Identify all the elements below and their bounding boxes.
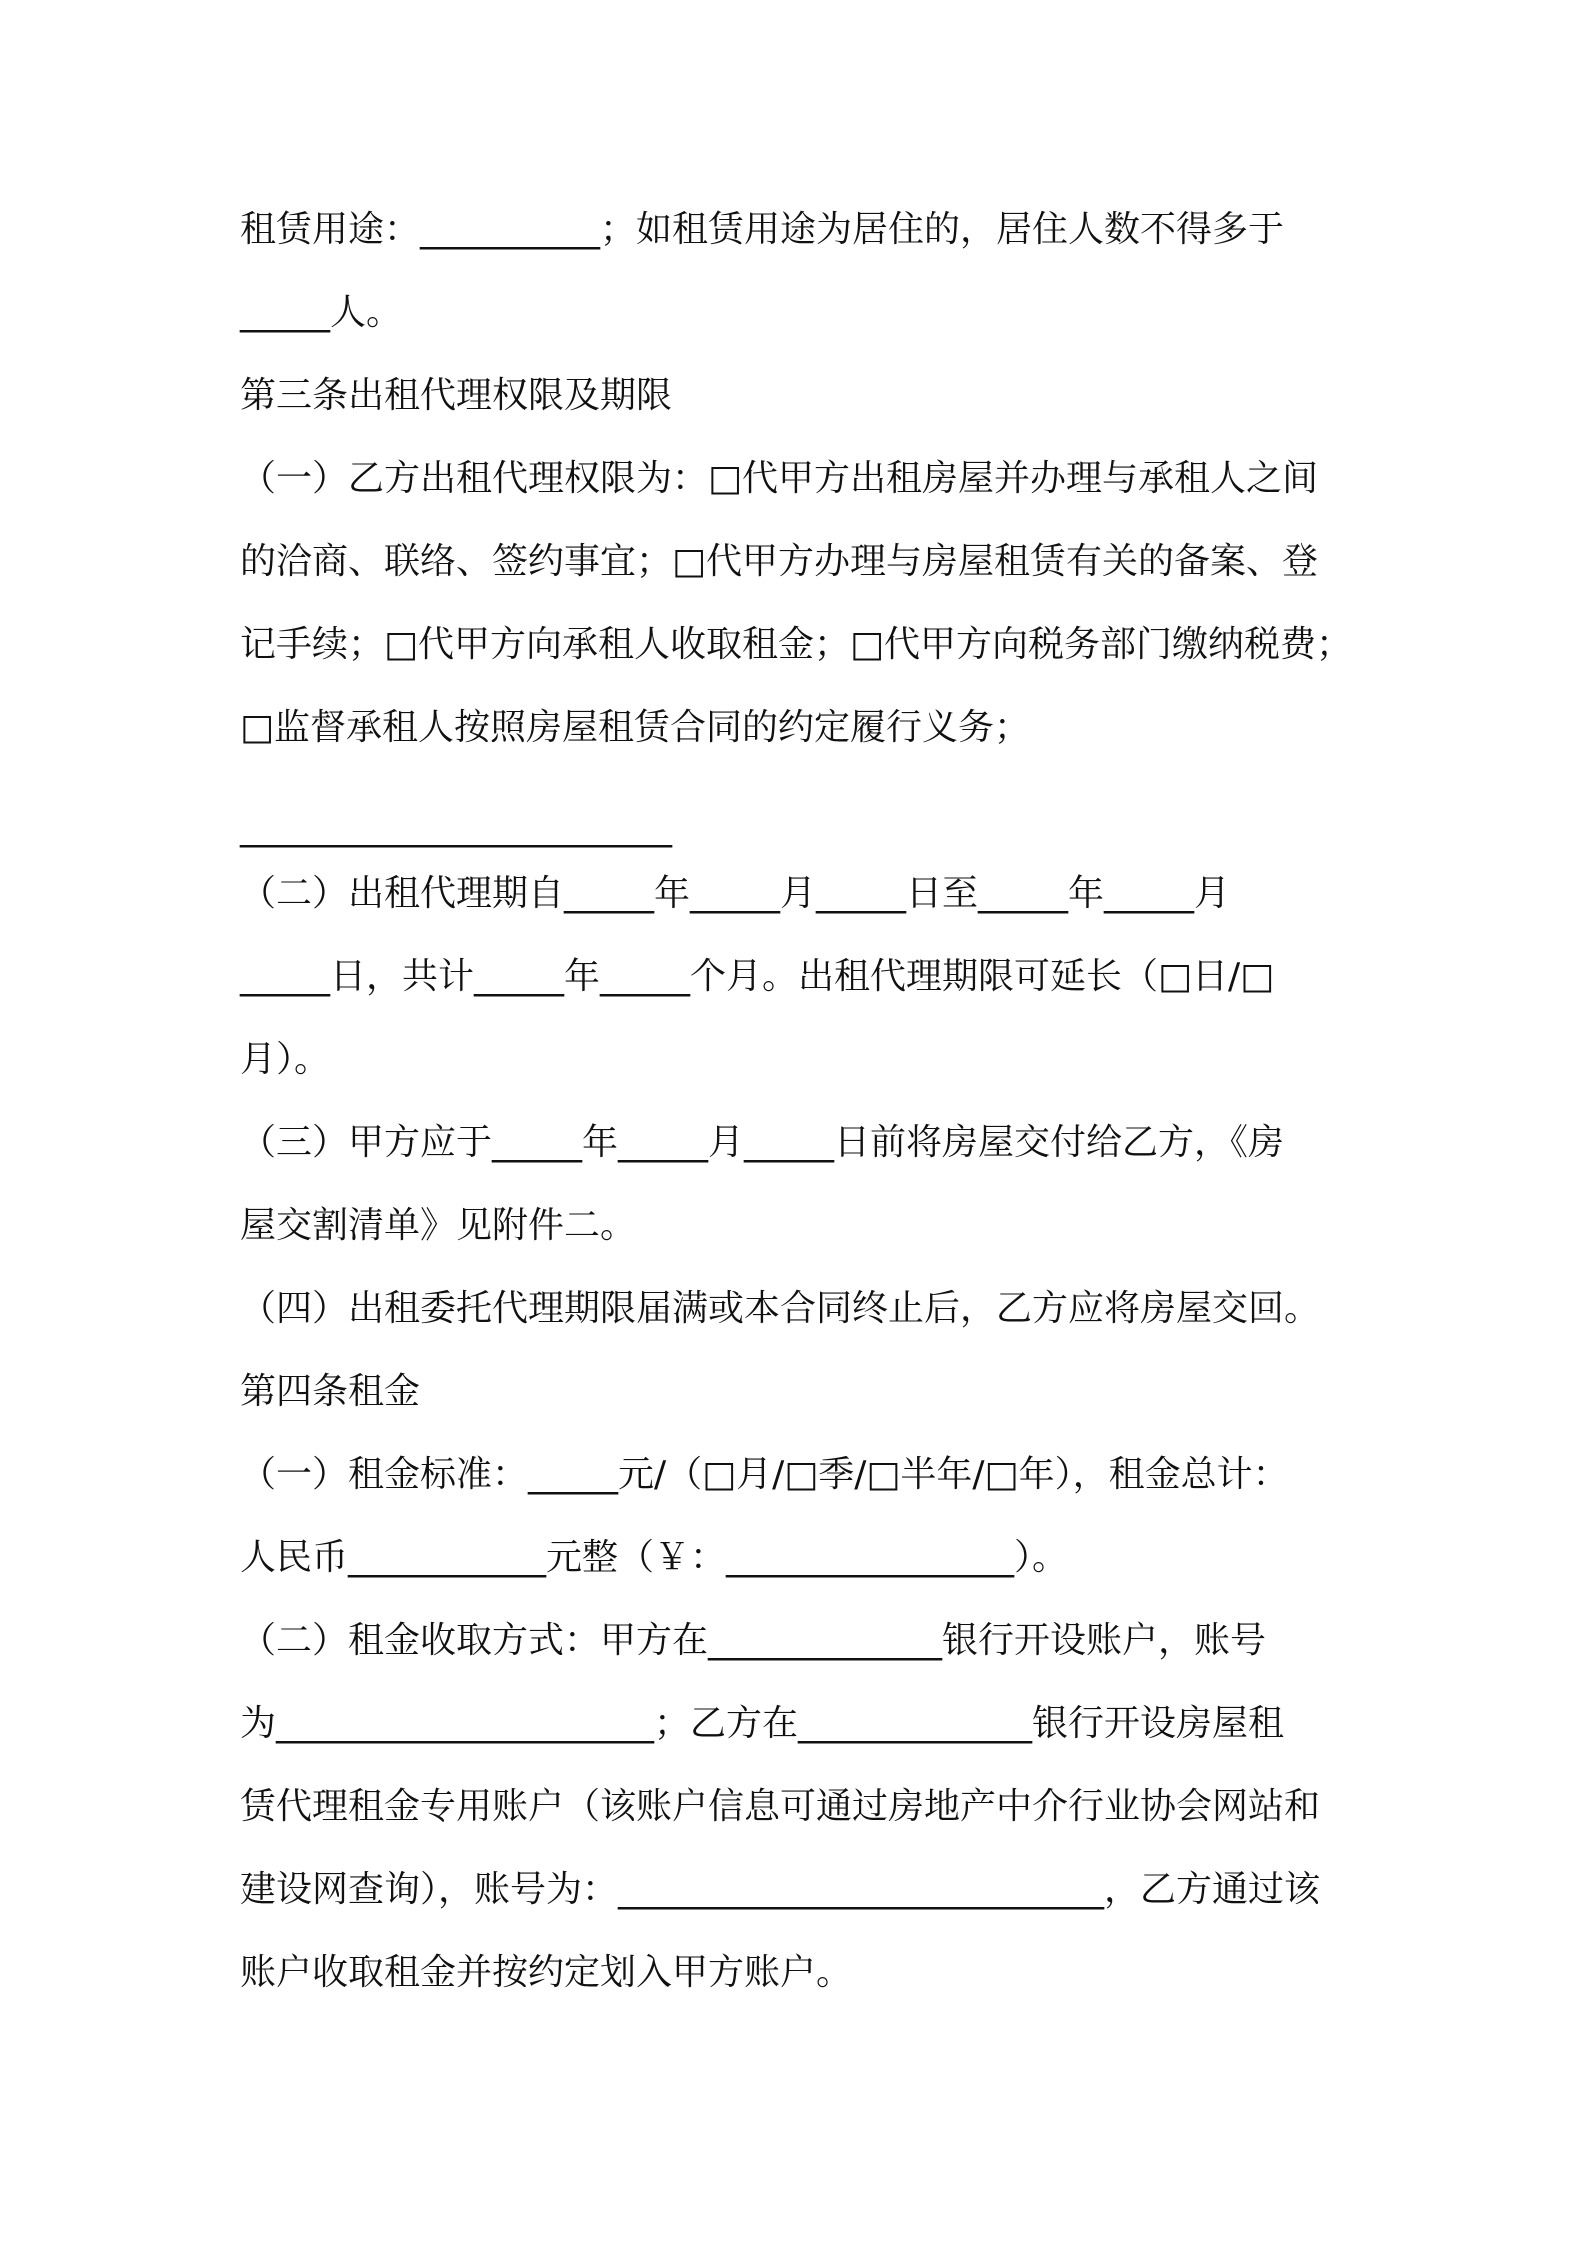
- text-line-rent-standard-1: （一）租金标准：_____元/（□月/□季/□半年/□年），租金总计：: [240, 1454, 1289, 1495]
- text-line-occupant-limit: _____人。: [240, 292, 403, 333]
- text-line-authority-2: 的洽商、联络、签约事宜；□代甲方办理与房屋租赁有关的备案、登: [240, 541, 1319, 582]
- text-line-rent-collection-1: （二）租金收取方式：甲方在_____________银行开设账户，账号: [240, 1620, 1267, 1661]
- text-line-rent-collection-4: 建设网查询），账号为：___________________________，乙方通过该: [240, 1869, 1321, 1910]
- text-line-return: （四）出租委托代理期限届满或本合同终止后，乙方应将房屋交回。: [240, 1288, 1321, 1329]
- text-line-authority-3: 记手续；□代甲方向承租人收取租金；□代甲方向税务部门缴纳税费；: [240, 624, 1353, 665]
- text-line-period-1: （二）出租代理期自_____年_____月_____日至_____年_____月: [240, 873, 1231, 914]
- text-line-handover-1: （三）甲方应于_____年_____月_____日前将房屋交付给乙方，《房: [240, 1122, 1285, 1163]
- text-line-rent-collection-3: 赁代理租金专用账户（该账户信息可通过房地产中介行业协会网站和: [240, 1786, 1321, 1827]
- text-line-authority-1: （一）乙方出租代理权限为：□代甲方出租房屋并办理与承租人之间: [240, 458, 1319, 499]
- text-line-period-2: _____日，共计_____年_____个月。出租代理期限可延长（□日/□: [240, 956, 1275, 997]
- section-heading-article-3: 第三条出租代理权限及期限: [240, 375, 673, 416]
- section-heading-article-4: 第四条租金: [240, 1371, 421, 1412]
- text-line-rental-use: 租赁用途：__________；如租赁用途为居住的，居住人数不得多于: [240, 209, 1285, 250]
- text-line-rent-collection-5: 账户收取租金并按约定划入甲方账户。: [240, 1952, 853, 1993]
- text-line-period-3: 月）。: [240, 1039, 331, 1080]
- text-line-rent-standard-2: 人民币___________元整（￥：________________）。: [240, 1537, 1069, 1578]
- text-line-authority-4: □监督承租人按照房屋租赁合同的约定履行义务；: [240, 707, 1031, 748]
- text-line-rent-collection-2: 为_____________________；乙方在_____________银行开设房屋租: [240, 1703, 1285, 1744]
- blank-fill-line: ________________________: [240, 807, 672, 848]
- text-line-handover-2: 屋交割清单》见附件二。: [240, 1205, 637, 1246]
